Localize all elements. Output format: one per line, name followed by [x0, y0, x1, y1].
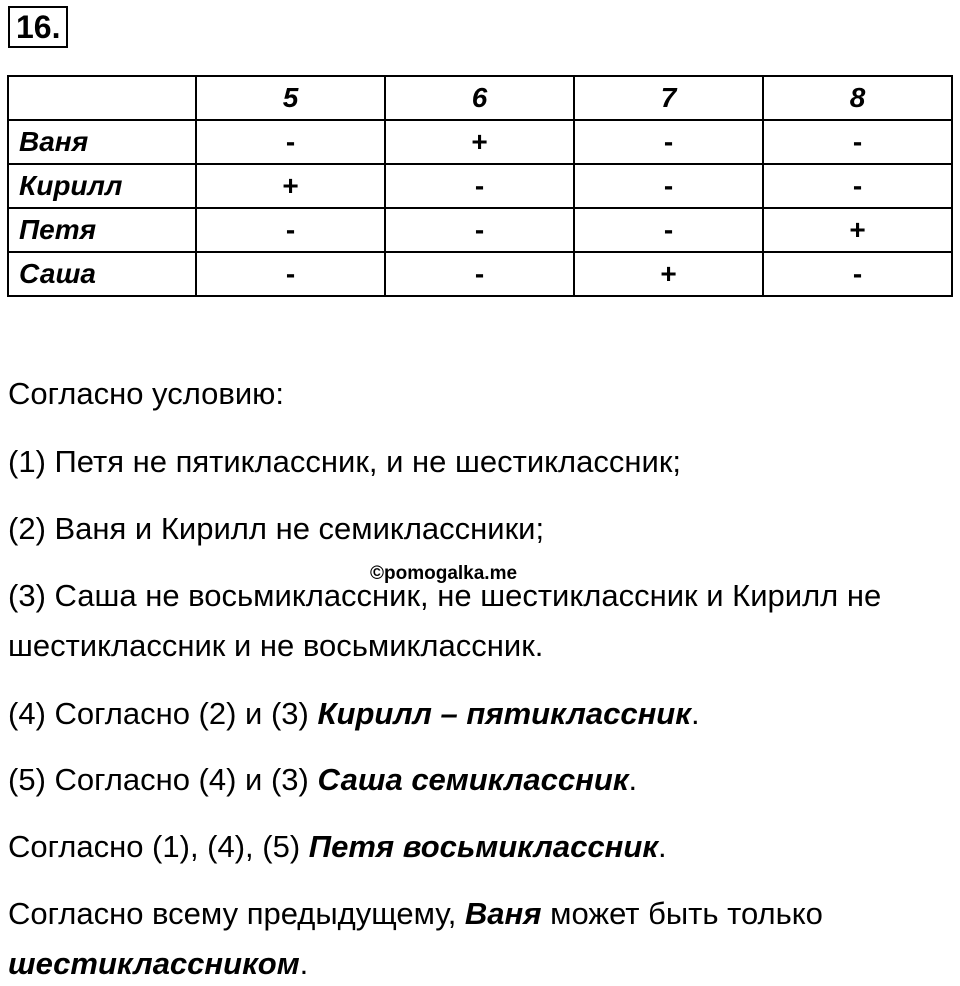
row-name: Ваня	[8, 120, 196, 164]
table-cell: -	[763, 252, 952, 296]
period: .	[628, 762, 638, 797]
watermark: ©pomogalka.me	[370, 563, 518, 584]
table-header-cell: 5	[196, 76, 385, 120]
step-5-text: (5) Согласно (4) и (3)	[8, 762, 318, 797]
step-4-conclusion: Кирилл – пятиклассник	[317, 696, 691, 731]
table-row	[8, 120, 952, 164]
row-name: Саша	[8, 252, 196, 296]
step-7-text: Согласно всему предыдущему,	[8, 896, 465, 931]
answer-table	[7, 75, 953, 297]
condition-2: (2) Ваня и Кирилл не семиклассники;	[8, 511, 545, 546]
table-cell: -	[574, 164, 763, 208]
intro-line: Согласно условию:	[8, 376, 285, 411]
condition-3-line-1: (3) Саша не восьмиклассник, не шестиклассник и Кирилл не	[8, 578, 882, 613]
table-header-cell	[8, 76, 196, 120]
task-number-box	[8, 6, 68, 48]
condition-1: (1) Петя не пятиклассник, и не шестиклассник;	[8, 444, 681, 479]
step-5	[8, 758, 953, 802]
table-cell: -	[196, 120, 385, 164]
step-7-text-end: может быть только	[541, 896, 823, 931]
table-cell: -	[574, 208, 763, 252]
period: .	[658, 829, 667, 864]
table-row	[8, 164, 952, 208]
step-4	[8, 692, 953, 736]
table-cell: -	[385, 208, 574, 252]
step-7-conclusion: шестиклассником	[8, 946, 300, 981]
table-cell: -	[574, 120, 763, 164]
row-name: Петя	[8, 208, 196, 252]
table-header-cell: 8	[763, 76, 952, 120]
table-cell: -	[385, 252, 574, 296]
table-row	[8, 208, 952, 252]
table-cell: -	[763, 120, 952, 164]
condition-3-line-2: шестиклассник и не восьмиклассник.	[8, 628, 544, 663]
table-header-row	[8, 76, 952, 120]
table-cell: -	[196, 208, 385, 252]
table-cell: -	[196, 252, 385, 296]
table-cell: -	[763, 164, 952, 208]
step-6-conclusion: Петя восьмиклассник	[308, 829, 659, 864]
step-7-name: Ваня	[464, 896, 542, 931]
table-header-cell: 6	[385, 76, 574, 120]
table-cell: +	[574, 252, 763, 296]
step-6	[8, 825, 953, 869]
table-row	[8, 252, 952, 296]
step-5-conclusion: Саша семиклассник	[317, 762, 629, 797]
table-cell: -	[385, 164, 574, 208]
step-4-text: (4) Согласно (2) и (3)	[8, 696, 318, 731]
step-6-text: Согласно (1), (4), (5)	[8, 829, 309, 864]
task-number-dot: .	[51, 9, 61, 45]
table-cell: +	[385, 120, 574, 164]
row-name: Кирилл	[8, 164, 196, 208]
table-cell: +	[196, 164, 385, 208]
task-number: 16	[16, 9, 52, 45]
step-7-line-1	[8, 892, 953, 936]
period: .	[690, 696, 700, 731]
step-7-line-2	[8, 942, 953, 986]
table-header-cell: 7	[574, 76, 763, 120]
table-cell: +	[763, 208, 952, 252]
period: .	[299, 946, 309, 981]
